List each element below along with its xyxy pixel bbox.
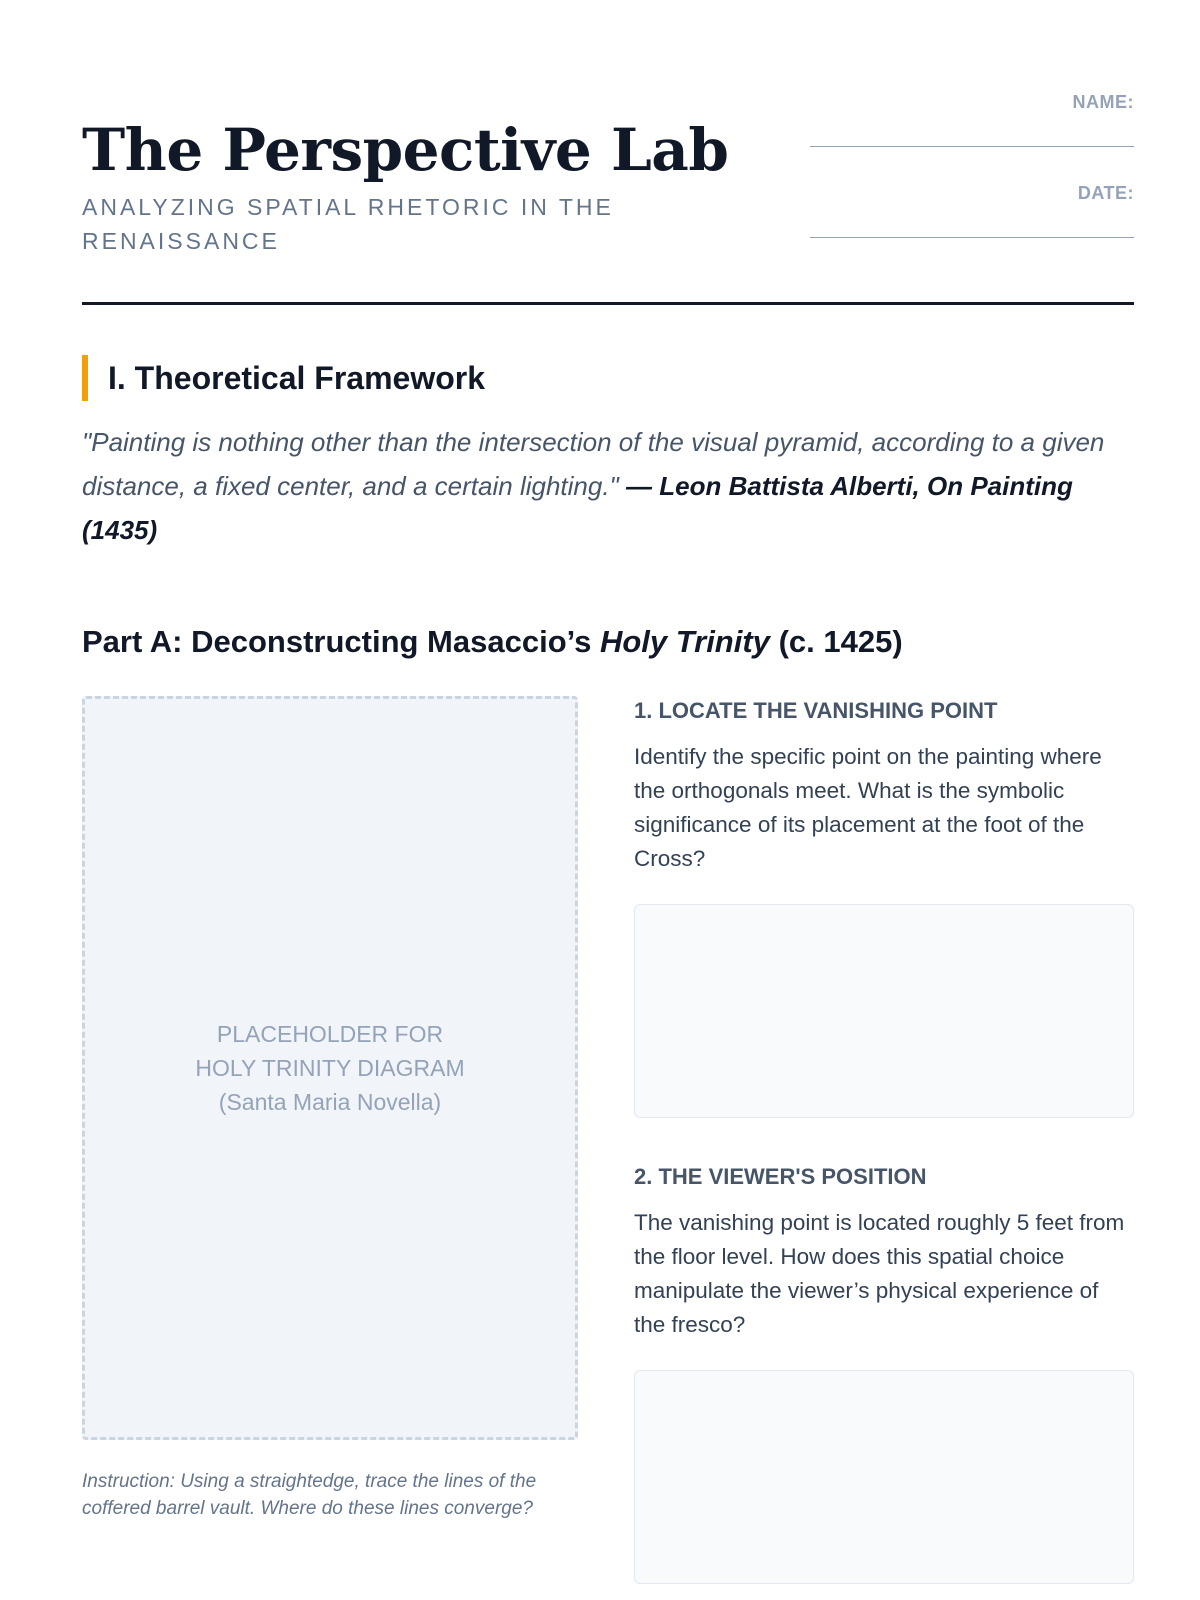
part-a-heading-prefix: Part A: Deconstructing Masaccio’s	[82, 624, 592, 659]
question-1-answer-box[interactable]	[634, 904, 1134, 1118]
diagram-placeholder	[82, 696, 578, 1440]
part-a-heading	[82, 620, 903, 664]
alberti-quote	[82, 420, 1134, 552]
diagram-line-2: HOLY TRINITY DIAGRAM	[195, 1055, 465, 1081]
question-1-title: 1. LOCATE THE VANISHING POINT	[634, 698, 998, 723]
worksheet-header	[82, 0, 1134, 305]
part-a-heading-work: Holy Trinity	[599, 624, 770, 659]
page-title: The Perspective Lab	[82, 116, 729, 184]
diagram-line-3: (Santa Maria Novella)	[218, 1089, 442, 1115]
diagram-line-1: PLACEHOLDER FOR	[216, 1021, 444, 1047]
quote-attribution: — Leon Battista Alberti, On Painting (1435)	[82, 471, 1073, 545]
question-2-answer-box[interactable]	[634, 1370, 1134, 1584]
question-2-title: 2. THE VIEWER'S POSITION	[634, 1164, 927, 1189]
question-2-text: The vanishing point is located roughly 5 feet from the floor level. How does this spatial choice manipulate the viewer’s physical experience of the fresco?	[634, 1210, 1125, 1337]
quote-text: "Painting is nothing other than the intersection of the visual pyramid, according to a given distance, a fixed center, and a certain lighting."	[82, 427, 1105, 501]
part-a-heading-suffix: (c. 1425)	[778, 624, 903, 659]
diagram-placeholder-text	[195, 1017, 464, 1119]
page-subtitle: ANALYZING SPATIAL RHETORIC IN THE RENAISSANCE	[82, 194, 614, 254]
name-field[interactable]	[810, 146, 1134, 147]
worksheet-page	[82, 0, 1134, 1600]
date-field[interactable]	[810, 237, 1134, 238]
name-label: NAME:	[1072, 92, 1134, 112]
date-label: DATE:	[1077, 183, 1134, 203]
question-1-text: Identify the specific point on the painting where the orthogonals meet. What is the symbolic significance of its placement at the foot of the Cross?	[634, 744, 1102, 871]
section-heading-theoretical-framework: I. Theoretical Framework	[82, 355, 485, 401]
diagram-instruction: Instruction: Using a straightedge, trace the lines of the coffered barrel vault. Where do these lines converge?	[82, 1471, 537, 1519]
